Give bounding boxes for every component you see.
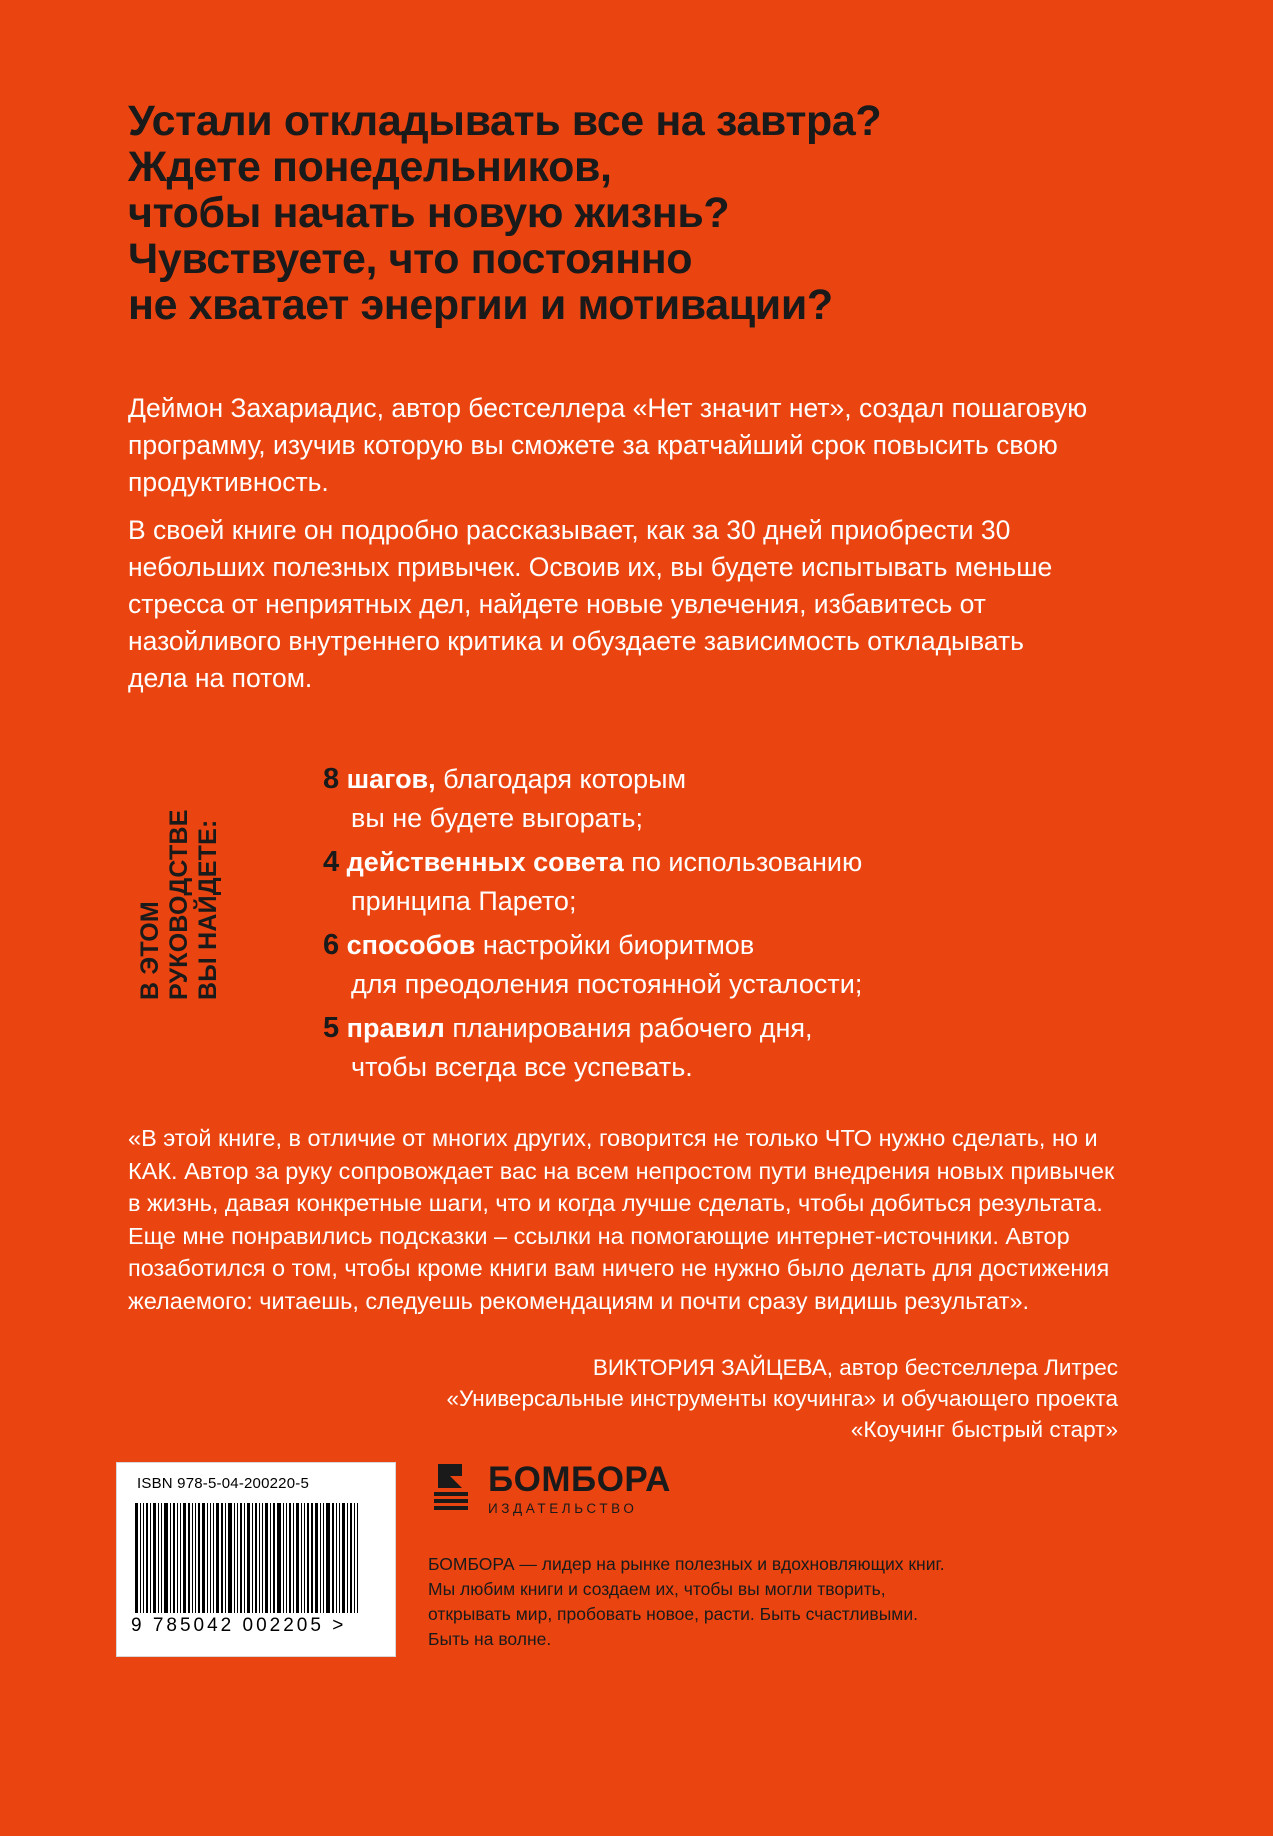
finding-rest: благодаря которым	[435, 764, 687, 794]
review-attribution	[128, 1352, 1118, 1445]
review-attribution-line-2: «Универсальные инструменты коучинга» и обучающего проекта	[446, 1386, 1118, 1411]
publisher-description: БОМБОРА — лидер на рынке полезных и вдохновляющих книг. Мы любим книги и создаем их, чтобы вы могли творить, открывать мир, пробовать новое, расти. Быть счастливыми. Быть на волне.	[428, 1554, 945, 1649]
finding-second-line: принципа Парето;	[351, 885, 577, 916]
side-label	[110, 370, 222, 1000]
finding-rest: настройки биоритмов	[475, 930, 755, 960]
list-item	[323, 1009, 1153, 1086]
list-item	[323, 760, 1153, 837]
barcode-block	[116, 1462, 396, 1657]
intro-paragraph-2: В своей книге он подробно рассказывает, как за 30 дней приобрести 30 небольших полезных привычек. Освоив их, вы будете испытывать меньше стресса от неприятных дел, найдете новые увлечения, избавитесь от назойливого внутреннего критика и обуздаете зависимость откладывать дела на потом.	[128, 515, 1053, 693]
headline-line-1: Устали откладывать все на завтра?	[128, 97, 882, 145]
finding-bold: способов	[346, 930, 476, 960]
list-item	[323, 843, 1153, 920]
headline-line-3: чтобы начать новую жизнь?	[128, 189, 730, 237]
headline-line-2: Ждете понедельников,	[128, 143, 612, 191]
finding-rest: планирования рабочего дня,	[444, 1013, 813, 1043]
list-item	[323, 926, 1153, 1003]
side-label-line-3: ВЫ НАЙДЕТЕ:	[194, 819, 222, 1000]
finding-bold: шагов,	[346, 764, 436, 794]
finding-number: 4	[323, 846, 340, 878]
review-attribution-line-3: «Коучинг быстрый старт»	[850, 1417, 1118, 1442]
finding-number: 5	[323, 1012, 340, 1044]
headline-line-5: не хватает энергии и мотивации?	[128, 281, 833, 329]
side-label-line-2: РУКОВОДСТВЕ	[165, 809, 193, 1000]
bombora-logo-icon	[428, 1462, 474, 1516]
findings-list	[323, 760, 1153, 1092]
barcode-digits: 9 785042 002205 >	[131, 1615, 347, 1636]
finding-second-line: вы не будете выгорать;	[351, 802, 644, 833]
isbn-label: ISBN 978-5-04-200220-5	[137, 1475, 310, 1492]
intro-paragraph-1: Деймон Захариадис, автор бестселлера «Нет значит нет», создал пошаговую программу, изучив которую вы сможете за кратчайший срок повысить свою продуктивность.	[128, 393, 1088, 497]
headline	[128, 98, 1128, 328]
cover-content	[128, 0, 1148, 1836]
finding-rest: по использованию	[623, 847, 863, 877]
finding-second-line: чтобы всегда все успевать.	[351, 1051, 693, 1082]
headline-line-4: Чувствуете, что постоянно	[128, 235, 693, 283]
publisher-subtitle: ИЗДАТЕЛЬСТВО	[488, 1501, 638, 1516]
publisher-name: БОМБОРА	[488, 1460, 671, 1499]
publisher-logo-row	[428, 1462, 1128, 1516]
review-attribution-line-1: ВИКТОРИЯ ЗАЙЦЕВА, автор бестселлера Литрес	[592, 1355, 1118, 1380]
review-quote: «В этой книге, в отличие от многих других, говорится не только ЧТО нужно сделать, но и КАК. Автор за руку сопровождает вас на всем непростом пути внедрения новых привычек в жизнь, давая конкретные шаги, что и когда лучше сделать, чтобы добиться результата. Еще мне понравились подсказки – ссылки на помогающие интернет-источники. Автор позаботился о том, чтобы кроме книги вам ничего не нужно было делать для достижения желаемого: читаешь, следуешь рекомендациям и почти сразу видишь результат».	[128, 1125, 1115, 1314]
finding-bold: правил	[346, 1013, 445, 1043]
finding-number: 8	[323, 763, 340, 795]
finding-second-line: для преодоления постоянной усталости;	[351, 968, 863, 999]
side-label-line-1: В ЭТОМ	[136, 901, 164, 1000]
publisher-block	[428, 1462, 1128, 1652]
finding-number: 6	[323, 929, 340, 961]
barcode-bars	[135, 1503, 379, 1613]
finding-bold: действенных совета	[346, 847, 624, 877]
